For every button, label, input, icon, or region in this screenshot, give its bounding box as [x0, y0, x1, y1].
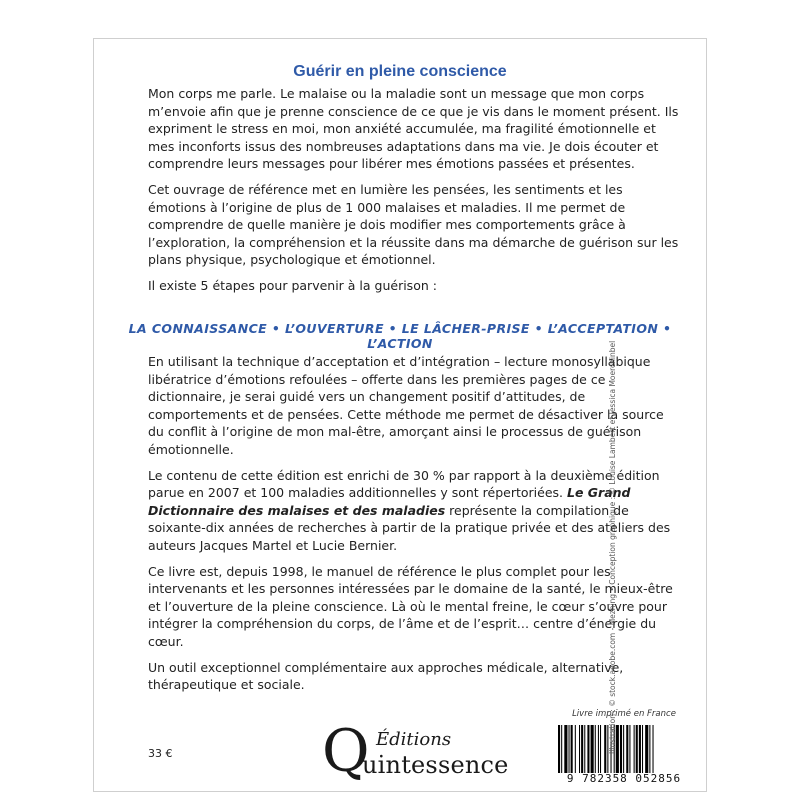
paragraph-technique: En utilisant la technique d’acceptation et d’intégration – lecture monosyllabique libératrice d’émotions refoulées – offerte dans les premières pages de ce dictionnaire, je serai guidé vers un changement positif d’attitudes, de comportements et de pensées. Cette méthode me permet de désactiver la source du conflit à l’origine de mon mal-être, amorçant ainsi le processus de guérison émotionnelle.: [148, 354, 664, 457]
logo-q-letter: Q: [322, 717, 370, 785]
book-title-inline: Le Grand Dictionnaire des malaises et des maladies: [148, 485, 631, 518]
paragraph-1998: Ce livre est, depuis 1998, le manuel de référence le plus complet pour les intervenants et les personnes intéressées par le domaine de la santé, le mieux-être et l’ouverture de la pleine conscience. Là où le mental freine, le cœur s’ouvre pour intégrer la compréhension du corps, de l’âme et de l’esprit… centre d’énergie du cœur.: [148, 563, 673, 649]
isbn-number: 9 782358 052856: [566, 772, 682, 785]
barcode-block: [554, 709, 694, 789]
five-steps: LA CONNAISSANCE • L’OUVERTURE • LE LÂCHER-PRISE • L’ACCEPTATION • L’ACTION: [128, 321, 672, 351]
edition-text-after: représente la compilation de soixante-dix années de recherches à partir de la pratique privée et des ateliers des auteurs Jacques Martel et Lucie Bernier.: [148, 502, 671, 553]
cover-title: Guérir en pleine conscience: [293, 63, 507, 80]
price: 33 €: [148, 747, 173, 760]
paragraph-reference: Cet ouvrage de référence met en lumière les pensées, les sentiments et les émotions à l’origine de plus de 1 000 malaises et maladies. Il me permet de comprendre de quelle manière je dois modifier mes comportements grâce à l’exploration, la compréhension et la réussite dans ma démarche de guérison sur les plans physique, psychologique et émotionnel.: [148, 181, 679, 268]
printed-in-label: Livre imprimé en France: [572, 709, 676, 719]
paragraph-steps-intro: Il existe 5 étapes pour parvenir à la guérison :: [148, 277, 437, 293]
logo-editions: Éditions: [376, 729, 452, 750]
paragraph-intro: Mon corps me parle. Le malaise ou la maladie sont un message que mon corps m’envoie afin que je prenne conscience de ce que je vis dans le moment présent. Ils expriment le stress en moi, mon anxiété accumulée, ma fragilité émotionnelle et mes inconforts issus des nombreuses adaptations dans ma vie. Je dois écouter et comprendre leurs messages pour libérer mes émotions passées et présentes.: [148, 86, 679, 172]
illustration-credit: Illustration : © stock.adobe.com - Mezhing • Conception graphique : © Louise Lambert et Jessica Moerchinbel: [608, 340, 617, 754]
barcode-icon: [554, 725, 694, 773]
intro-text: [148, 85, 682, 303]
edition-text-before: Le contenu de cette édition est enrichi de 30 % par rapport à la deuxième édition parue en 2007 et 100 maladies additionnelles y sont répertoriées.: [148, 467, 660, 501]
logo-quintessence: uintessence: [362, 751, 509, 779]
paragraph-outil: Un outil exceptionnel complémentaire aux approches médicale, alternative, thérapeutique et sociale.: [148, 659, 624, 693]
description-text: [148, 353, 682, 702]
paragraph-edition: [148, 467, 682, 555]
publisher-logo: [322, 717, 509, 789]
